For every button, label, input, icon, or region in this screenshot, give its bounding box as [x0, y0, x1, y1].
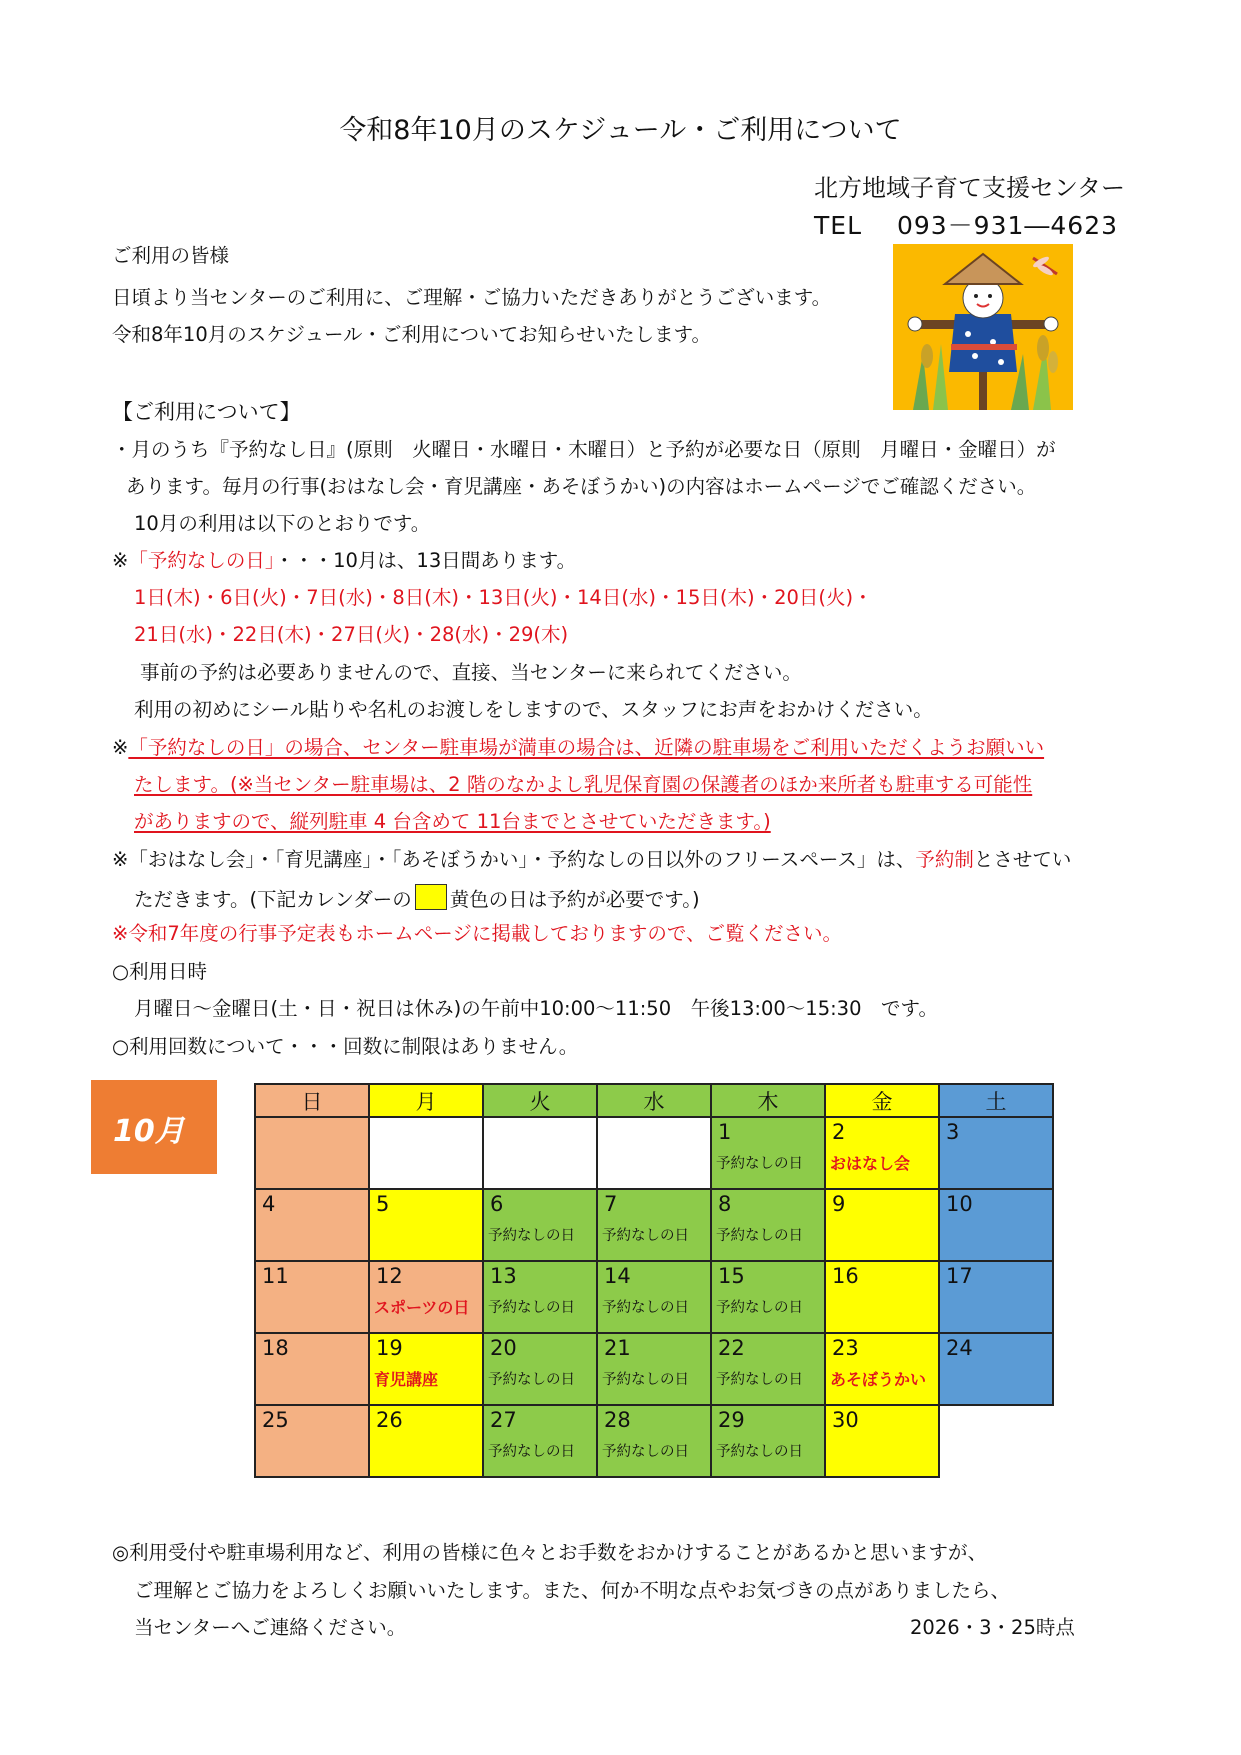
calendar-day-cell [255, 1405, 369, 1477]
no-reservation-label: 「予約なしの日」 [128, 549, 275, 572]
event-label: おはなし会 [830, 1154, 911, 1173]
calendar-day-cell [711, 1405, 825, 1477]
day-number: 30 [832, 1408, 859, 1432]
event-label: 育児講座 [374, 1370, 439, 1389]
hours-text: 月曜日～金曜日(土・日・祝日は休み)の午前中10:00～11:50 午後13:00～15:30 です。 [134, 997, 938, 1020]
reservation-text-c: ただきます。(下記カレンダーの [134, 888, 412, 911]
day-note: 予約なしの日 [716, 1300, 803, 1316]
calendar-day-cell [825, 1333, 939, 1405]
reservation-note-2 [134, 884, 700, 913]
parking-note-2: たします。(※当センター駐車場は、2 階のなかよし乳児保育園の保護者のほか来所者も駐車する可能性 [134, 773, 1033, 796]
day-number: 7 [604, 1192, 618, 1216]
day-number: 13 [490, 1264, 517, 1288]
calendar-day-cell [597, 1405, 711, 1477]
usage-line-1: ・月のうち『予約なし日』(原則 火曜日・水曜日・木曜日）と予約が必要な日（原則 月曜日・金曜日）が [112, 438, 1056, 461]
day-number: 16 [832, 1264, 859, 1288]
day-number: 25 [262, 1408, 289, 1432]
hours-heading: ○利用日時 [112, 960, 208, 983]
day-note: 予約なしの日 [488, 1300, 575, 1316]
calendar-day-cell [597, 1189, 711, 1261]
greeting: ご利用の皆様 [112, 244, 230, 267]
reservation-text-d: 黄色の日は予約が必要です。) [449, 888, 700, 911]
reservation-text-a: ※「おはなし会」・「育児講座」・「あそぼうかい」・予約なしの日以外のフリースペース」は、 [112, 848, 916, 871]
yellow-swatch [415, 884, 447, 910]
day-number: 23 [832, 1336, 859, 1360]
scarecrow-illustration [893, 244, 1073, 410]
day-note: 予約なしの日 [488, 1228, 575, 1244]
schedule-note: ※令和7年度の行事予定表もホームページに掲載しておりますので、ご覧ください。 [112, 922, 842, 945]
calendar-day-cell [483, 1405, 597, 1477]
note-mark: ※ [112, 736, 129, 759]
calendar-day-cell [825, 1189, 939, 1261]
day-note: 予約なしの日 [602, 1228, 689, 1244]
calendar-day-cell [255, 1189, 369, 1261]
day-number: 18 [262, 1336, 289, 1360]
calendar-day-cell [711, 1189, 825, 1261]
event-label: スポーツの日 [374, 1298, 470, 1317]
day-number: 12 [376, 1264, 403, 1288]
day-number: 29 [718, 1408, 745, 1432]
day-note: 予約なしの日 [602, 1444, 689, 1460]
calendar-day-cell [939, 1261, 1053, 1333]
calendar-day-cell [483, 1261, 597, 1333]
day-note: 予約なしの日 [716, 1228, 803, 1244]
calendar-day-cell [939, 1405, 1053, 1477]
reservation-system-label: 予約制 [915, 848, 974, 871]
day-number: 17 [946, 1264, 973, 1288]
calendar-day-cell [483, 1333, 597, 1405]
day-note: 予約なしの日 [716, 1156, 803, 1172]
parking-note-1 [112, 735, 1044, 761]
parking-note-3: がありますので、縦列駐車 4 台含めて 11台までとさせていただきます。) [134, 810, 771, 833]
day-note: 予約なしの日 [602, 1300, 689, 1316]
day-number: 6 [490, 1192, 504, 1216]
calendar-day-cell [597, 1333, 711, 1405]
calendar-day-cell [597, 1117, 711, 1189]
reservation-text-b: とさせてい [973, 848, 1072, 871]
calendar-day-cell [255, 1117, 369, 1189]
calendar-table [254, 1083, 1054, 1478]
calendar-day-cell [825, 1261, 939, 1333]
day-number: 20 [490, 1336, 517, 1360]
day-number: 4 [262, 1192, 276, 1216]
day-note: 予約なしの日 [716, 1372, 803, 1388]
no-reservation-dates-2: 21日(水)・22日(木)・27日(火)・28(水)・29(木) [134, 623, 569, 646]
no-reservation-count: ・・・10月は、13日間あります。 [274, 549, 577, 572]
day-number: 5 [376, 1192, 390, 1216]
calendar-day-cell [711, 1117, 825, 1189]
footer-line-2: ご理解とご協力をよろしくお願いいたします。また、何か不明な点やお気づきの点がありましたら、 [134, 1579, 1010, 1602]
calendar-day-cell [369, 1261, 483, 1333]
intro-line-1: 日頃より当センターのご利用に、ご理解・ご協力いただきありがとうございます。 [112, 286, 832, 309]
calendar-day-cell [711, 1261, 825, 1333]
weekday-wed: 水 [597, 1084, 711, 1117]
calendar-week-row [255, 1189, 1053, 1261]
no-reservation-dates-1: 1日(木)・6日(火)・7日(水)・8日(木)・13日(火)・14日(水)・15日(木)・20日(火)・ [134, 586, 873, 609]
weekday-tue: 火 [483, 1084, 597, 1117]
day-number: 19 [376, 1336, 403, 1360]
calendar-day-cell [255, 1261, 369, 1333]
day-note: 予約なしの日 [488, 1372, 575, 1388]
calendar-week-row [255, 1117, 1053, 1189]
weekday-sat: 土 [939, 1084, 1053, 1117]
usage-line-8: 利用の初めにシール貼りや名札のお渡しをしますので、スタッフにお声をおかけください。 [134, 698, 933, 721]
calendar-week-row [255, 1261, 1053, 1333]
calendar-day-cell [939, 1189, 1053, 1261]
page-title: 令和8年10月のスケジュール・ご利用について [339, 115, 902, 146]
day-number: 1 [718, 1120, 732, 1144]
parking-text-1: 「予約なしの日」の場合、センター駐車場が満車の場合は、近隣の駐車場をご利用いただくようお願いい [128, 736, 1045, 759]
day-number: 8 [718, 1192, 732, 1216]
as-of-date: 2026・3・25時点 [910, 1616, 1075, 1639]
calendar-day-cell [483, 1189, 597, 1261]
day-number: 11 [262, 1264, 289, 1288]
calendar-day-cell [483, 1117, 597, 1189]
day-number: 21 [604, 1336, 631, 1360]
day-number: 15 [718, 1264, 745, 1288]
day-number: 24 [946, 1336, 973, 1360]
calendar-day-cell [369, 1405, 483, 1477]
calendar-day-cell [825, 1117, 939, 1189]
month-label: 10月 [113, 1114, 185, 1149]
day-note: 予約なしの日 [488, 1444, 575, 1460]
usage-line-2: あります。毎月の行事(おはなし会・育児講座・あそぼうかい)の内容はホームページでご確認ください。 [126, 475, 1037, 498]
note-mark: ※ [112, 549, 129, 572]
usage-line-4 [112, 548, 576, 574]
weekday-fri: 金 [825, 1084, 939, 1117]
event-label: あそぼうかい [830, 1370, 927, 1389]
calendar-day-cell [711, 1333, 825, 1405]
usage-heading: 【ご利用について】 [112, 400, 301, 424]
intro-line-2: 令和8年10月のスケジュール・ご利用についてお知らせいたします。 [112, 323, 712, 346]
calendar-day-cell [369, 1189, 483, 1261]
calendar-day-cell [255, 1333, 369, 1405]
day-number: 28 [604, 1408, 631, 1432]
weekday-sun: 日 [255, 1084, 369, 1117]
day-number: 14 [604, 1264, 631, 1288]
weekday-mon: 月 [369, 1084, 483, 1117]
calendar-day-cell [939, 1117, 1053, 1189]
month-badge [91, 1080, 217, 1174]
day-number: 10 [946, 1192, 973, 1216]
day-number: 3 [946, 1120, 960, 1144]
weekday-header-row [255, 1084, 1053, 1117]
calendar-day-cell [939, 1333, 1053, 1405]
calendar-day-cell [825, 1405, 939, 1477]
calendar-day-cell [369, 1333, 483, 1405]
calendar-week-row [255, 1405, 1053, 1477]
day-number: 2 [832, 1120, 846, 1144]
day-note: 予約なしの日 [602, 1372, 689, 1388]
day-number: 9 [832, 1192, 846, 1216]
footer-line-1: ◎利用受付や駐車場利用など、利用の皆様に色々とお手数をおかけすることがあるかと思いますが、 [112, 1541, 988, 1564]
day-note: 予約なしの日 [716, 1444, 803, 1460]
calendar-week-row [255, 1333, 1053, 1405]
calendar-day-cell [597, 1261, 711, 1333]
day-number: 26 [376, 1408, 403, 1432]
phone-number: TEL 093－931―4623 [814, 211, 1118, 240]
usage-line-7: 事前の予約は必要ありませんので、直接、当センターに来られてください。 [140, 661, 802, 684]
frequency-text: ○利用回数について・・・回数に制限はありません。 [112, 1035, 579, 1058]
usage-line-3: 10月の利用は以下のとおりです。 [134, 512, 431, 535]
weekday-thu: 木 [711, 1084, 825, 1117]
org-name: 北方地域子育て支援センター [814, 174, 1126, 202]
calendar-day-cell [369, 1117, 483, 1189]
footer-line-3: 当センターへご連絡ください。 [134, 1616, 407, 1639]
day-number: 22 [718, 1336, 745, 1360]
reservation-note-1 [112, 847, 1071, 873]
day-number: 27 [490, 1408, 517, 1432]
